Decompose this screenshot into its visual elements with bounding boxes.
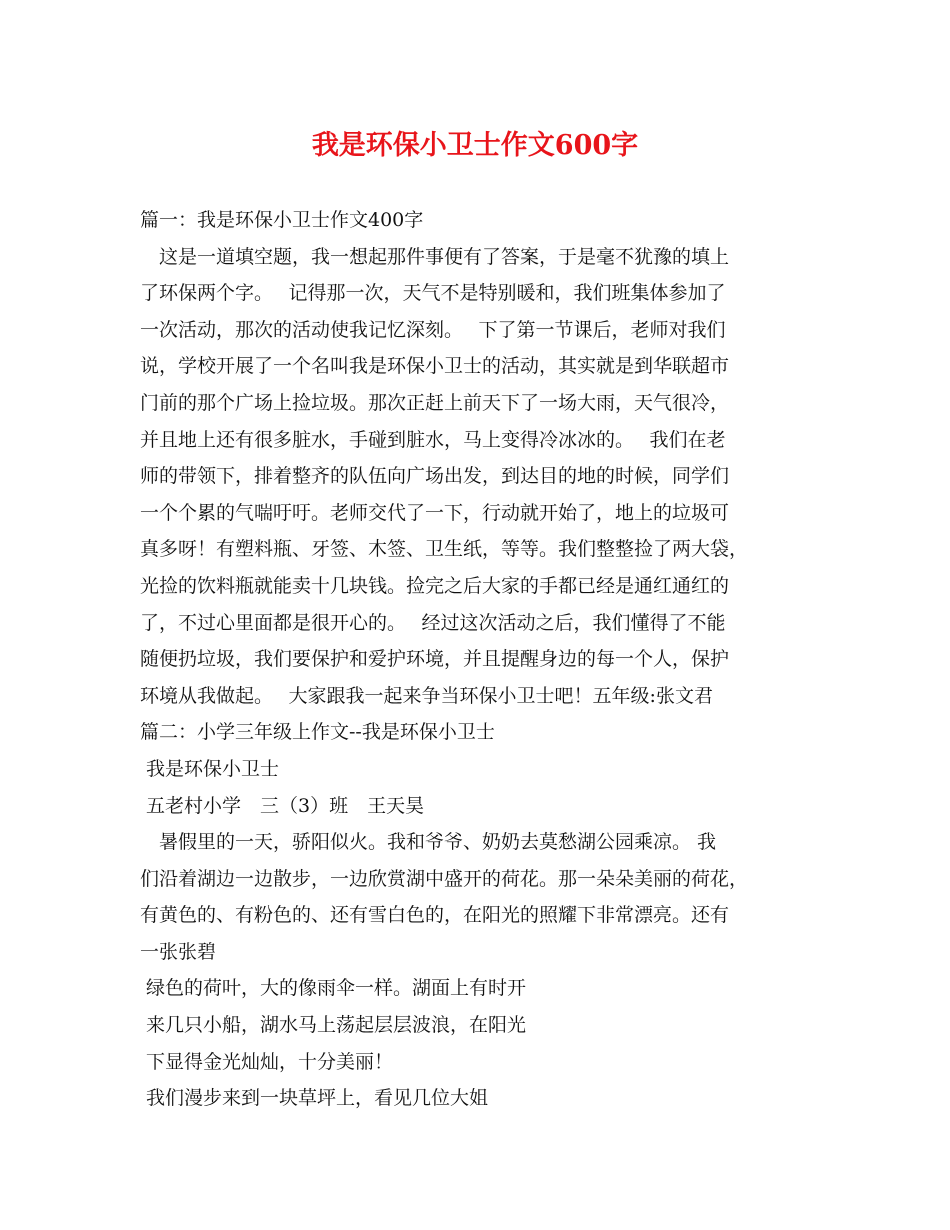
text-line: 一张张碧 <box>140 940 217 963</box>
document-title: 我是环保小卫士作文600字 <box>311 130 639 161</box>
text-line: 师的带领下，排着整齐的队伍向广场出发，到达目的地的时候，同学们 <box>140 465 730 488</box>
text-line: 说，学校开展了一个名叫我是环保小卫士的活动，其实就是到华联超市 <box>140 355 730 378</box>
text-line: 了环保两个字。 记得那一次，天气不是特别暖和，我们班集体参加了 <box>140 282 726 305</box>
text-line: 门前的那个广场上捡垃圾。那次正赶上前天下了一场大雨，天气很冷， <box>140 391 730 414</box>
text-line: 篇一：我是环保小卫士作文400字 <box>140 209 424 231</box>
section-heading: 篇二：小学三年级上作文--我是环保小卫士 <box>140 721 495 744</box>
essay-title: 我是环保小卫士 <box>140 757 280 780</box>
text-line: 一次活动，那次的活动使我记忆深刻。 下了第一节课后，老师对我们 <box>140 318 726 341</box>
text-line: 我们漫步来到一块草坪上，看见几位大姐 <box>140 1087 489 1110</box>
text-line: 这是一道填空题，我一想起那件事便有了答案，于是毫不犹豫的填上 <box>140 245 730 268</box>
text-line: 有黄色的、有粉色的、还有雪白色的，在阳光的照耀下非常漂亮。还有 <box>140 904 730 927</box>
text-line: 光捡的饮料瓶就能卖十几块钱。捡完之后大家的手都已经是通红通红的 <box>140 574 730 597</box>
text-line: 暑假里的一天，骄阳似火。我和爷爷、奶奶去莫愁湖公园乘凉。 我 <box>140 831 717 854</box>
text-line: 绿色的荷叶，大的像雨伞一样。湖面上有时开 <box>140 977 527 1000</box>
document-body <box>140 202 820 1117</box>
text-line: 一个个累的气喘吁吁。老师交代了一下，行动就开始了，地上的垃圾可 <box>140 501 730 524</box>
author-line: 五老村小学 三（3）班 王天昊 <box>140 794 425 817</box>
text-line: 来几只小船，湖水马上荡起层层波浪，在阳光 <box>140 1014 527 1037</box>
text-line: 们沿着湖边一边散步，一边欣赏湖中盛开的荷花。那一朵朵美丽的荷花， <box>140 867 749 890</box>
text-line: 下显得金光灿灿，十分美丽！ <box>140 1050 394 1073</box>
text-line: 随便扔垃圾，我们要保护和爱护环境，并且提醒身边的每一个人，保护 <box>140 648 730 671</box>
text-line: 了，不过心里面都是很开心的。 经过这次活动之后，我们懂得了不能 <box>140 611 726 634</box>
text-line: 真多呀！有塑料瓶、牙签、木签、卫生纸，等等。我们整整捡了两大袋， <box>140 538 749 561</box>
text-line: 并且地上还有很多脏水，手碰到脏水，马上变得冷冰冰的。 我们在老 <box>140 428 726 451</box>
text-line: 环境从我做起。 大家跟我一起来争当环保小卫士吧！五年级:张文君 <box>140 684 713 707</box>
